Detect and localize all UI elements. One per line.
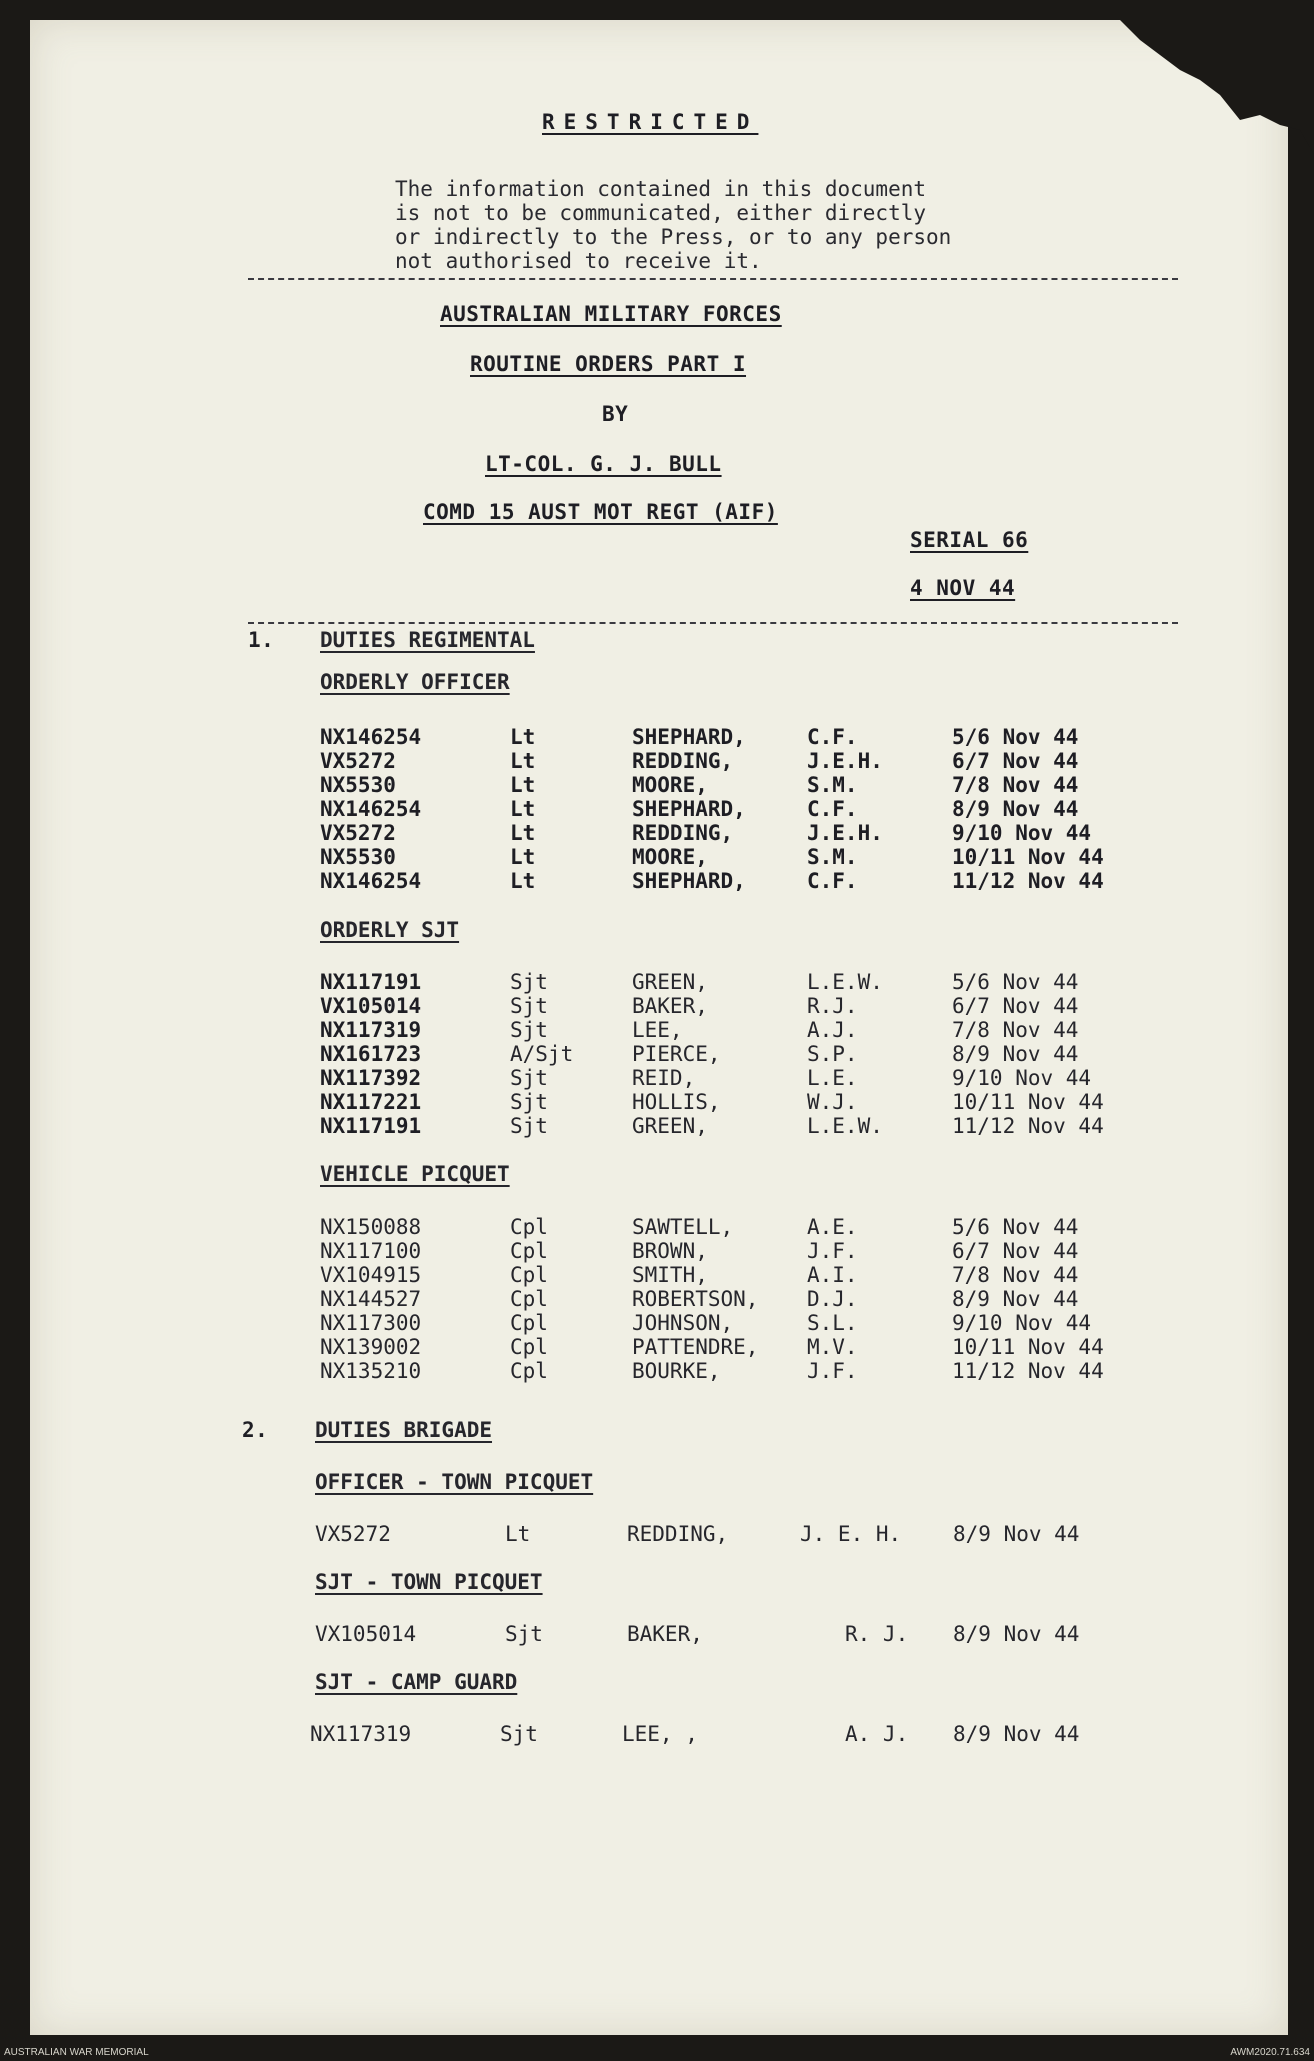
notice-line: not authorised to receive it. — [395, 249, 762, 273]
divider — [248, 622, 1178, 624]
order-date: 4 NOV 44 — [910, 576, 1016, 600]
group-heading: SJT - TOWN PICQUET — [315, 1570, 543, 1594]
title-routine-orders: ROUTINE ORDERS PART I — [470, 352, 747, 376]
notice-block — [395, 177, 951, 273]
title-command: COMD 15 AUST MOT REGT (AIF) — [423, 500, 778, 524]
section-title: DUTIES BRIGADE — [315, 1418, 493, 1442]
section-number: 2. — [242, 1418, 269, 1442]
group-heading: ORDERLY SJT — [320, 918, 460, 942]
section-number: 1. — [248, 628, 275, 652]
group-heading: VEHICLE PICQUET — [320, 1162, 510, 1186]
serial-number: SERIAL 66 — [910, 528, 1029, 552]
group-heading: ORDERLY OFFICER — [320, 670, 510, 694]
title-by: BY — [602, 402, 629, 426]
title-forces: AUSTRALIAN MILITARY FORCES — [440, 302, 782, 326]
title-commander: LT-COL. G. J. BULL — [485, 452, 722, 476]
torn-corner — [1120, 20, 1314, 180]
group-heading: SJT - CAMP GUARD — [315, 1670, 518, 1694]
notice-line: is not to be communicated, either directly — [395, 201, 927, 225]
group-heading: OFFICER - TOWN PICQUET — [315, 1470, 594, 1494]
document-sheet: RESTRICTED The information contained in this document is not to be communicated, either directly or indirectly to the Press, or to any person not authorised to receive it. AUSTRALIAN MILITARY FORCES ROUTINE ORDERS PART I BY LT-COL. G. J. BULL COMD 15 AUST MOT REGT (AIF) SERIAL 66 4 NOV 44 1. DUTIES REGIMENTAL ORDERLY OFFICER NX146254 Lt SHEPHARD, C.F. 5/6 Nov 44 VX5272 Lt REDDING, J.E.H. 6/7 Nov 44 NX5530 Lt MOORE, S.M. 7/8 Nov 44 NX146254 Lt SHEPHARD, C.F. 8/9 Nov 44 VX5272 Lt REDDING, J.E.H. 9/10 Nov 44 NX5530 Lt MOORE, S.M. 10/11 Nov 44 NX146254 Lt SHEPHARD, C.F. 11/12 Nov 44 ORDERLY SJT NX117191 Sjt GREEN, L.E.W. 5/6 Nov 44 VX105014 Sjt BAKER, R.J. 6/7 Nov 44 NX117319 Sjt LEE, A.J. 7/8 Nov 44 NX161723 A/Sjt PIERCE, S.P. 8/9 Nov 44 NX117392 Sjt REID, L.E. 9/10 Nov 44 NX117221 Sjt HOLLIS, W.J. 10/11 Nov 44 NX117191 Sjt GREEN, L.E.W. 11/12 Nov 44 VEHICLE PICQUET NX150088 Cpl SAWTELL, A.E. 5/6 Nov 44 NX117100 Cpl BROWN, J.F. 6/7 Nov 44 VX104915 Cpl SMITH, A.I. 7/8 Nov 44 NX144527 Cpl ROBERTSON, D.J. 8/9 Nov 44 NX117300 Cpl JOHNSON, S.L. 9/10 Nov 44 NX139002 Cpl PATTENDRE, M.V. 10/11 Nov 44 NX135210 Cpl BOURKE, J.F. 11/12 Nov 44 2. DUTIES BRIGADE OFFICER - TOWN PICQUET VX5272 Lt REDDING, J. E. H. 8/9 Nov 44 SJT - TOWN PICQUET VX105014 Sjt BAKER, R. J. 8/9 Nov 44 SJT - CAMP GUARD NX117319 Sjt LEE, , A. J. 8/9 Nov 44 — [30, 20, 1288, 2035]
footer-right: AWM2020.71.634 — [1230, 2047, 1310, 2058]
footer-left: AUSTRALIAN WAR MEMORIAL — [4, 2047, 149, 2058]
notice-line: or indirectly to the Press, or to any person — [395, 225, 952, 249]
notice-line: The information contained in this document — [395, 177, 927, 201]
section-title: DUTIES REGIMENTAL — [320, 628, 535, 652]
restricted-heading: RESTRICTED — [542, 110, 759, 134]
divider — [248, 278, 1178, 280]
